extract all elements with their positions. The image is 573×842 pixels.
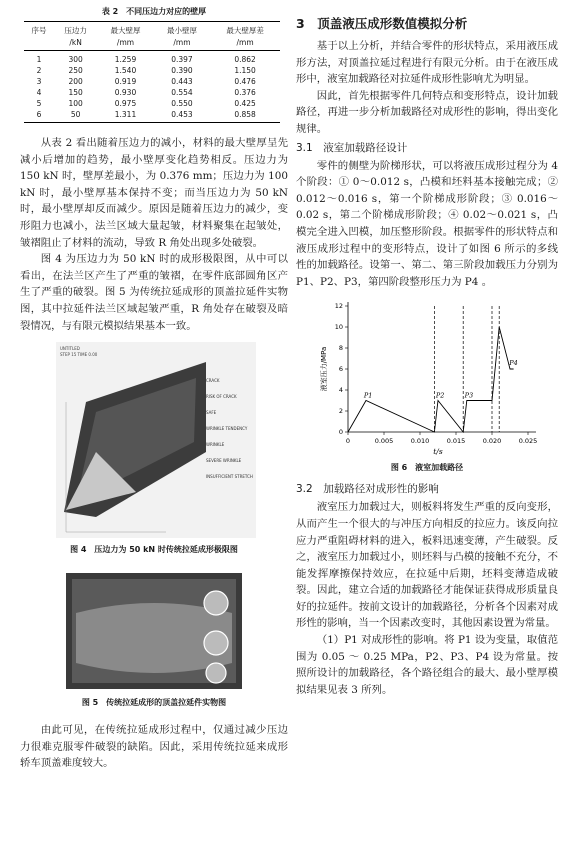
svg-text:UNTITLED: UNTITLED: [60, 346, 80, 352]
table2-cell: 1.259: [114, 55, 137, 64]
table2-caption: 表 2 不同压边力对应的壁厚: [101, 7, 207, 16]
table2-cell: 0.975: [114, 99, 137, 108]
table2-cell: 0.376: [234, 88, 256, 97]
fig6-caption: 图 6 液室加载路径: [390, 463, 464, 473]
fig4-caption: 图 4 压边力为 50 kN 时传统拉延成形极限图: [70, 545, 238, 555]
table2-cell: 6: [24, 109, 54, 123]
right-para-3: 零件的侧壁为阶梯形状，可以将液压成形过程分为 4 个阶段：① 0～0.012 s，凸模和坯料基本接触完成；② 0.012～0.016 s，第一个阶梯成形阶段；③ 0.016～0.02 s，第二个阶梯成形阶段；④ 0.02～0.021 s，凸模完全进入凹模，加压整形阶段。根据零件的形状特点和液压成形过程中的变形特点，设计了如图 6 所示的多线性的加载路径。设第一、第二、第三阶段加载压力分别为 P1、P2、P3，第四阶段整形压力为 P4 。: [296, 159, 558, 288]
fig4-legend-risk: RISK OF CRACK: [206, 394, 237, 400]
series-label: P4: [509, 359, 518, 368]
y-tick-label: 8: [338, 344, 343, 353]
x-tick-label: 0.010: [410, 437, 430, 446]
left-para-3: 由此可见，在传统拉延成形过程中，仅通过减少压边力很难克服零件破裂的缺陷。因此，采用传统拉延来成形轿车顶盖难度较大。: [20, 724, 288, 770]
series-label: P2: [435, 391, 445, 400]
table2-cell: 50: [54, 109, 97, 123]
series-label: P3: [464, 391, 474, 400]
right-para-2: 因此，首先根据零件几何特点和变形特点，设计加载路径，再进一步分析加载路径对成形性的影响，得出变化规律。: [296, 89, 558, 135]
section-title: 3 顶盖液压成形数值模拟分析: [296, 16, 468, 31]
x-tick-label: 0: [345, 437, 351, 446]
table2-unit-4: /mm: [210, 37, 280, 51]
svg-text:STEP 15 TIME 0.00: STEP 15 TIME 0.00: [60, 352, 98, 358]
right-para-4: 液室压力加载过大，则板料将发生严重的反向变形，从而产生一个很大的与冲压方向相反的拉应力。该反向拉应力严重阻碍材料的进入，板料迅速变薄，产生破裂。反之，液室压力加载过小，则坯料与凸模的接触不充分，不能发挥摩擦保持效应，在拉延中后期，坯料变薄造成破裂。因此，建立合适的加载路径才能保证获得成形质量良好的拉延件。按前文设计的加载路径，分析各个因素对成形性的影响，当一个因素改变时，其他因素设置为常量。: [296, 501, 558, 630]
table2-cell: 1: [36, 55, 42, 64]
x-tick-label: 0.025: [518, 437, 538, 446]
fig4-legend-crack: CRACK: [206, 378, 220, 384]
y-axis-label: 液室压力/MPa: [320, 347, 328, 392]
fig6-chart: [296, 298, 558, 462]
right-para-5: （1）P1 对成形性的影响。将 P1 设为变量，取值范围为 0.05 ～ 0.25 MPa，P2、P3、P4 设为常量。按照所设计的加载路径，各个路径组合的最大、最小壁厚模拟结果见表 3 所列。: [296, 634, 558, 696]
subsection-3-2: 3.2 加载路径对成形性的影响: [296, 483, 439, 496]
fig5-image: [66, 573, 242, 689]
left-para-2: 图 4 为压边力为 50 kN 时的成形极限图，从中可以看出，在法兰区产生了严重的皱褶，在零件底部圆角区产生了严重的破裂。图 5 为传统拉延成形的顶盖拉延件实物图，其中拉延件法兰区域起皱严重，R 角处存在破裂及暗裂情况，与有限元模拟结果基本一致。: [20, 253, 288, 332]
subsection-3-1: 3.1 液室加载路径设计: [296, 141, 408, 154]
fig4-legend-wrinkle-tendency: WRINKLE TENDENCY: [206, 426, 248, 432]
table2-cell: 0.930: [114, 88, 137, 97]
table2-cell: 0.554: [171, 88, 193, 97]
fig5-photo: [66, 573, 242, 689]
table2-cell: 0.858: [210, 109, 280, 123]
table2-row: [24, 109, 280, 123]
table2-cell: 2: [36, 66, 42, 75]
table2-row: [24, 65, 280, 76]
table2-header-2: 最大壁厚: [97, 22, 153, 38]
table2-cell: 1.540: [114, 66, 137, 75]
table2-cell: 4: [36, 88, 42, 97]
table2-cell: 0.397: [171, 55, 193, 64]
table2-unit-0: [24, 37, 54, 51]
table2-cell: 1.150: [234, 66, 256, 75]
y-tick-label: 10: [334, 323, 343, 332]
table2-cell: 0.443: [171, 77, 193, 86]
right-para-1: 基于以上分析，并结合零件的形状特点，采用液压成形方法，对顶盖拉延过程进行有限元分析。由于在液压成形中，液室加载路径对拉延件成形性影响尤为明显。: [296, 40, 558, 86]
table2: [24, 21, 280, 123]
table2-cell: 0.476: [234, 77, 256, 86]
fig4-legend-wrinkle: WRINKLE: [206, 442, 225, 448]
table2-header-1: 压边力: [54, 22, 97, 38]
table2-cell: 0.390: [171, 66, 193, 75]
table2-unit-1: /kN: [54, 37, 97, 51]
table2-header-3: 最小壁厚: [154, 22, 210, 38]
table2-cell: 250: [68, 66, 83, 75]
y-tick-label: 0: [338, 428, 343, 437]
table2-cell: 200: [68, 77, 83, 86]
fig4-forming-limit-diagram: [56, 342, 256, 538]
table2-cell: 5: [36, 99, 42, 108]
table2-unit-2: /mm: [97, 37, 153, 51]
table2-cell: 1.311: [97, 109, 153, 123]
y-tick-label: 2: [338, 407, 343, 416]
table2-unit-3: /mm: [154, 37, 210, 51]
y-tick-label: 12: [334, 302, 343, 311]
y-tick-label: 6: [338, 365, 343, 374]
series-label: P1: [363, 391, 373, 400]
table2-cell: 3: [36, 77, 42, 86]
table2-row: [24, 51, 280, 66]
fig6-svg: [296, 298, 558, 458]
x-tick-label: 0.015: [446, 437, 466, 446]
table2-cell: 0.862: [234, 55, 256, 64]
table2-row: [24, 87, 280, 98]
table2-header-0: 序号: [24, 22, 54, 38]
table2-row: [24, 76, 280, 87]
x-tick-label: 0.005: [374, 437, 394, 446]
fig5-caption: 图 5 传统拉延成形的顶盖拉延件实物图: [81, 698, 227, 708]
table2-cell: 300: [68, 55, 83, 64]
table2-cell: 100: [68, 99, 83, 108]
left-column: [20, 0, 288, 772]
loading-path-line: [348, 327, 514, 432]
table2-cell: 0.453: [154, 109, 210, 123]
x-axis-label: t/s: [433, 447, 443, 457]
fig4-legend-severe: SEVERE WRINKLE: [206, 458, 242, 464]
fig4-image: [56, 342, 256, 538]
table2-cell: 0.919: [114, 77, 137, 86]
table2-cell: 0.425: [234, 99, 256, 108]
table2-cell: 150: [68, 88, 83, 97]
table2-row: [24, 98, 280, 109]
fig4-legend-safe: SAFE: [206, 410, 217, 416]
right-column: [296, 0, 558, 698]
table2-header-4: 最大壁厚差: [210, 22, 280, 38]
y-tick-label: 4: [338, 386, 343, 395]
fig4-legend-insufficient: INSUFFICIENT STRETCH: [206, 474, 253, 480]
left-para-1: 从表 2 看出随着压边力的减小，材料的最大壁厚呈先减小后增加的趋势，最小壁厚变化趋势相反。压边力为 150 kN 时，壁厚差最小，为 0.376 mm；压边力为 100 kN 时，最小壁厚基本保持不变；而当压边力为 50 kN 时，最小壁厚却反而减少。原因是随着压边力的减少，变形阻力也减小，法兰区域大量起皱，材料聚集在起皱处，皱褶阻止了材料的流动，导致 R 角处出现多处破裂。: [20, 137, 288, 249]
x-tick-label: 0.020: [482, 437, 502, 446]
table2-cell: 0.550: [171, 99, 193, 108]
